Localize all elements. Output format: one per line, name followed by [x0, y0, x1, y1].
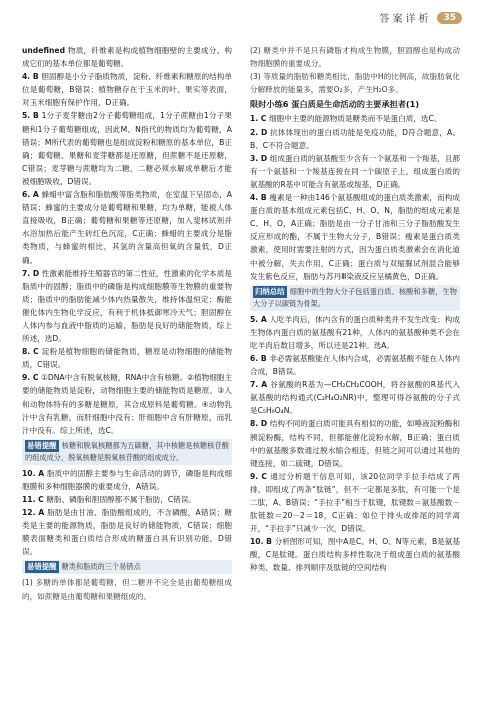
- answer-item: [22, 371, 232, 436]
- tip-box: [22, 439, 232, 465]
- answer-item: [22, 109, 232, 188]
- page-header: [379, 10, 462, 25]
- tip-tag: 易错提醒: [27, 562, 57, 572]
- answer-item: [22, 267, 232, 346]
- answer-item: [250, 152, 460, 191]
- tip-box: [250, 285, 460, 311]
- answer-number: 4. B: [22, 72, 42, 82]
- tip-box: [22, 560, 232, 574]
- answer-item: [22, 506, 232, 558]
- tip-text: 核糖和脱氧核糖都为五碳糖，其中核糖是核糖核苷酸的组成成分，脱氧核糖是脱氧核苷酸的组成成分。: [25, 440, 229, 462]
- answer-text: ①DNA中含有脱氧核糖，RNA中含有核糖。②植物细胞主要的储能物质是淀粉，动物细胞主要的储能物质是糖原。③人和动物体特有的多糖是糖原，其合成原料是葡萄糖。④动物乳汁中含有乳糖，而肝细胞中没有；肝细胞中含有肝糖原，而乳汁中没有。综上所述，选C。: [22, 373, 232, 435]
- answer-number: 12. A: [22, 508, 48, 518]
- note-paragraph: (3) 等质量的脂肪和糖类相比，脂肪中H的比例高，故脂肪氧化分解释放的能量多，需要O₂多，产生H₂O多。: [250, 72, 460, 95]
- tip-text: 细胞中的生物大分子包括蛋白质、核酸和多糖，生物大分子以碳链为骨架。: [253, 286, 457, 308]
- answer-number: 4. B: [250, 193, 270, 203]
- tip-tag: 归纳总结: [255, 286, 285, 296]
- answer-number: 5. A: [250, 314, 270, 324]
- answer-item: [250, 535, 460, 574]
- answer-number: 6. A: [22, 190, 42, 200]
- answer-number: 8. C: [22, 347, 42, 357]
- answer-item: [250, 378, 460, 417]
- answer-item: [22, 493, 232, 506]
- answer-text: 糖脂、磷脂和胆固醇都不属于脂肪，C错误。: [46, 495, 196, 504]
- answer-text: 结构不同的蛋白质可能具有相似的功能，如唾液淀粉酶和胰淀粉酶，结构不同，但都能催化淀粉水解，B正确；蛋白质中的氨基酸多数通过脱水缩合相连，但链之间可以通过其他的键连接，如二硫键，D错误。: [250, 419, 460, 468]
- answer-number: 5. B: [22, 111, 42, 121]
- note-paragraph: (1) 多糖的单体都是葡萄糖，但二糖并不完全是由葡萄糖组成的，如蔗糖是由葡萄糖和果糖组成的。: [22, 578, 232, 601]
- answer-number: 3. D: [250, 153, 270, 163]
- answer-text: 淀粉是植物细胞的储能物质，糖原是动物细胞的储能物质，C错误。: [22, 347, 233, 370]
- answer-number: 11. C: [22, 495, 47, 504]
- left-column: [22, 44, 232, 603]
- answer-text: 分析图形可知，图中A是C、H、O、N等元素，B是氨基酸，C是肽键。蛋白质结构多样性取决于组成蛋白质的氨基酸种类、数量、排列顺序及肽链的空间结构: [250, 537, 461, 573]
- answer-text: 瘦素是一种由146个氨基酸组成的蛋白质类激素，而构成蛋白质的基本组成元素包括C、H、O、N，脂肪的组成元素是C、H、O，A正确；脂肪是由一分子甘油和三分子脂肪酸发生反应形成的酯，不属于生物大分子，B错误；瘦素是蛋白质类激素，使用时需要注射的方式，因为蛋白质类激素会在消化道中被分解，失去作用，C正确；蛋白质与双缩脲试剂混合能够发生紫色反应，脂肪与苏丹Ⅲ染液反应呈橘黄色，D正确。: [250, 193, 460, 281]
- answer-number: 8. D: [250, 419, 270, 429]
- answer-item: [250, 191, 460, 283]
- answer-number: 9. C: [250, 471, 271, 481]
- answer-text: 胆固醇是小分子脂质物质，淀粉、纤维素和糖原的结构单位是葡萄糖，B错误；植物糖存在于玉米的叶、果实等表面，对玉米细胞有保护作用，D正确。: [22, 72, 233, 108]
- page-number-badge: 35: [437, 12, 462, 24]
- answer-text: 物质，纤维素是构成植物细胞壁的主要成分。构成它们的基本单位都是葡萄糖。: [22, 46, 233, 69]
- answer-number: 7. A: [250, 380, 271, 390]
- answer-text: 抗体体现出的蛋白质功能是免疫功能，D符合题意，A、B、C不符合题意。: [250, 127, 460, 150]
- answer-text: 性激素能维持生殖器官的第二性征，性激素的化学本质是脂质中的固醇；脂质中的磷脂是构成细胞膜等生物膜的重要物质；脂质中的脂肪能减少体内热量散失，维持体温恒定；酶能催化体内生物化学反应，有利于机体抵御寒冷天气；胆固醇在人体内参与血液中脂质的运输，脂肪是良好的储能物质，综上所述，选D。: [22, 268, 232, 344]
- answer-text: 谷氨酸的R基为—CH₂CH₂COOH，将谷氨酸的R基代入氨基酸的结构通式(C₂H₄O₂NR)中，整理可得谷氨酸的分子式是C₅H₉O₄N。: [250, 380, 460, 416]
- right-column: [250, 44, 460, 575]
- answer-text: 通过分析题干信息可知，该20位同学手拉手结成了两排，即组成了两条“肽链”，但不一定都是多肽，有可能一个是二肽，A、B错误；“手拉手”相当于肽键，肽键数＝氨基酸数－肽链数＝20－2＝18，C正确；如位于排头或排尾的同学离开，“手拉手”只减少一次，D错误。: [250, 471, 460, 534]
- answer-text: 1分子麦芽糖由2分子葡萄糖组成，1分子蔗糖由1分子果糖和1分子葡萄糖组成，因此M、N指代的物质均为葡萄糖，A错误；M所代表的葡萄糖也是组成淀粉和糖原的基本单位，B正确；葡萄糖、果糖和麦芽糖都是还原糖，但蔗糖不是还原糖，C错误；麦芽糖与蔗糖均为二糖，二糖必须水解成单糖后才能被细胞吸收，D错误。: [22, 111, 232, 186]
- answer-text: 非必需氨基酸能在人体内合成，必需氨基酸不能在人体内合成，B错误。: [250, 353, 461, 377]
- answer-item: [250, 417, 460, 469]
- answer-item: [22, 44, 232, 70]
- section-heading: 限时小练6 蛋白质是生命活动的主要承担者(1): [250, 99, 420, 110]
- answer-number: 7. D: [22, 268, 42, 278]
- answer-number: 1. C: [250, 114, 270, 124]
- answer-number: 2. D: [250, 127, 271, 137]
- answer-text: 脂质中的固醇主要参与生命活动的调节，磷脂是构成细胞膜和多种细胞器膜的重要成分，A错误。: [22, 468, 232, 491]
- answer-item: [22, 345, 232, 371]
- header-title: 答案详析: [379, 14, 432, 25]
- answer-item: [250, 352, 460, 378]
- answer-text: 蜂蜡中富含脂和脂肪酸等脂类物质，在室温下呈固态，A错误；蜂蜜的主要成分是葡萄糖和果糖，均为单糖，能被人体直接吸收，B正确；葡萄糖和果糖等还原糖，加入斐林试剂并水浴加热后能产生砖红色沉淀，C正确；蜂蜡的主要成分是脂类物质，与蜂蜜的相比，其氢的含量高但氧的含量低，D正确。: [22, 190, 232, 265]
- answer-item: [22, 467, 232, 493]
- answer-number: undefined: [22, 46, 68, 55]
- answer-item: [22, 188, 232, 267]
- answer-number: 9. C: [22, 373, 42, 383]
- answer-item: [250, 126, 460, 152]
- answer-text: 脂肪是由甘油、脂肪酸组成的，不含磷酸，A错误；糖类是主要的能源物质，脂肪是良好的储能物质，C错误；细胞膜表面糖类和蛋白质结合形成的糖蛋白具有识别功能，D错误。: [22, 508, 232, 557]
- answer-text: 人吃羊肉后，体内含有的蛋白质种类并不发生改变；构成生物体内蛋白质的氨基酸有21种，人体内的氨基酸种类不会在吃羊肉后数目增多，所以还是21种。选A。: [250, 314, 460, 350]
- answer-text: 组成蛋白质的氨基酸至少含有一个氨基和一个羧基，且都有一个氨基和一个羧基连接在同一个碳原子上，组成蛋白质的氨基酸的R基中可能含有氨基或羧基，D正确。: [250, 153, 460, 189]
- note-paragraph: (2) 糖类中并不是只有磷脂才构成生物膜，胆固醇也是构成动物细胞膜的重要成分。: [250, 46, 460, 69]
- answer-text: 细胞中主要的能源物质是糖类而不是蛋白质，选C。: [269, 114, 442, 124]
- tip-text: 糖类和脂质的三个易错点: [61, 562, 141, 572]
- answer-number: 10. A: [22, 468, 47, 478]
- answer-item: [250, 112, 460, 125]
- answer-item: [22, 70, 232, 109]
- answer-number: 6. B: [250, 353, 270, 363]
- answer-item: [250, 470, 460, 535]
- answer-number: 10. B: [250, 537, 275, 547]
- answer-item: [250, 313, 460, 352]
- tip-tag: 易错提醒: [27, 440, 57, 450]
